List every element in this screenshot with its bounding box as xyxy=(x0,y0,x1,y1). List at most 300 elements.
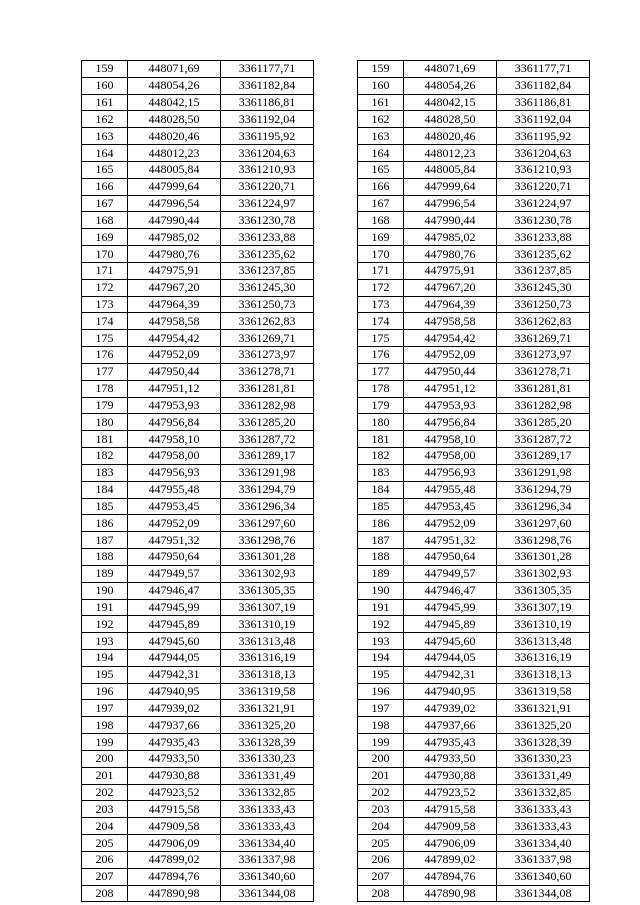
right-point-number-cell: 179 xyxy=(358,397,404,414)
left-y-coordinate-cell: 3361182,84 xyxy=(221,77,314,94)
left-y-coordinate-cell: 3361289,17 xyxy=(221,448,314,465)
right-x-coordinate-cell: 447930,88 xyxy=(404,767,497,784)
right-y-coordinate-cell: 3361250,73 xyxy=(497,296,590,313)
right-y-coordinate-cell: 3361334,40 xyxy=(497,835,590,852)
left-x-coordinate-cell: 447990,44 xyxy=(128,212,221,229)
left-point-number-cell: 194 xyxy=(82,649,128,666)
right-point-number-cell: 200 xyxy=(358,750,404,767)
table-row xyxy=(82,380,590,397)
left-x-coordinate-cell: 447967,20 xyxy=(128,279,221,296)
column-gap xyxy=(314,582,358,599)
left-y-coordinate-cell: 3361331,49 xyxy=(221,767,314,784)
left-point-number-cell: 203 xyxy=(82,801,128,818)
left-point-number-cell: 176 xyxy=(82,347,128,364)
left-x-coordinate-cell: 447942,31 xyxy=(128,666,221,683)
right-point-number-cell: 168 xyxy=(358,212,404,229)
right-point-number-cell: 196 xyxy=(358,683,404,700)
left-x-coordinate-cell: 447999,64 xyxy=(128,178,221,195)
right-point-number-cell: 174 xyxy=(358,313,404,330)
right-point-number-cell: 185 xyxy=(358,498,404,515)
table-row xyxy=(82,229,590,246)
table-row xyxy=(82,296,590,313)
left-y-coordinate-cell: 3361192,04 xyxy=(221,111,314,128)
left-x-coordinate-cell: 447958,58 xyxy=(128,313,221,330)
left-x-coordinate-cell: 447951,12 xyxy=(128,380,221,397)
column-gap xyxy=(314,835,358,852)
right-y-coordinate-cell: 3361321,91 xyxy=(497,700,590,717)
left-x-coordinate-cell: 447950,64 xyxy=(128,549,221,566)
left-x-coordinate-cell: 448054,26 xyxy=(128,77,221,94)
left-x-coordinate-cell: 447975,91 xyxy=(128,262,221,279)
left-point-number-cell: 171 xyxy=(82,262,128,279)
left-x-coordinate-cell: 447956,84 xyxy=(128,414,221,431)
left-x-coordinate-cell: 447899,02 xyxy=(128,851,221,868)
right-x-coordinate-cell: 447935,43 xyxy=(404,734,497,751)
left-y-coordinate-cell: 3361307,19 xyxy=(221,599,314,616)
left-y-coordinate-cell: 3361305,35 xyxy=(221,582,314,599)
table-row xyxy=(82,700,590,717)
table-row xyxy=(82,61,590,78)
left-point-number-cell: 183 xyxy=(82,464,128,481)
column-gap xyxy=(314,481,358,498)
left-y-coordinate-cell: 3361233,88 xyxy=(221,229,314,246)
right-x-coordinate-cell: 447952,09 xyxy=(404,515,497,532)
column-gap xyxy=(314,178,358,195)
left-x-coordinate-cell: 447949,57 xyxy=(128,565,221,582)
right-point-number-cell: 177 xyxy=(358,363,404,380)
right-x-coordinate-cell: 447954,42 xyxy=(404,330,497,347)
left-y-coordinate-cell: 3361282,98 xyxy=(221,397,314,414)
right-x-coordinate-cell: 447953,45 xyxy=(404,498,497,515)
left-y-coordinate-cell: 3361281,81 xyxy=(221,380,314,397)
column-gap xyxy=(314,818,358,835)
table-row xyxy=(82,94,590,111)
right-y-coordinate-cell: 3361333,43 xyxy=(497,818,590,835)
right-x-coordinate-cell: 447956,84 xyxy=(404,414,497,431)
left-point-number-cell: 182 xyxy=(82,448,128,465)
right-y-coordinate-cell: 3361287,72 xyxy=(497,431,590,448)
right-y-coordinate-cell: 3361182,84 xyxy=(497,77,590,94)
table-row xyxy=(82,414,590,431)
left-point-number-cell: 205 xyxy=(82,835,128,852)
left-y-coordinate-cell: 3361220,71 xyxy=(221,178,314,195)
left-y-coordinate-cell: 3361294,79 xyxy=(221,481,314,498)
right-point-number-cell: 176 xyxy=(358,347,404,364)
right-y-coordinate-cell: 3361296,34 xyxy=(497,498,590,515)
right-x-coordinate-cell: 447951,32 xyxy=(404,532,497,549)
left-x-coordinate-cell: 448028,50 xyxy=(128,111,221,128)
right-point-number-cell: 197 xyxy=(358,700,404,717)
left-point-number-cell: 191 xyxy=(82,599,128,616)
left-point-number-cell: 169 xyxy=(82,229,128,246)
left-point-number-cell: 174 xyxy=(82,313,128,330)
right-point-number-cell: 199 xyxy=(358,734,404,751)
right-y-coordinate-cell: 3361237,85 xyxy=(497,262,590,279)
column-gap xyxy=(314,784,358,801)
table-row xyxy=(82,397,590,414)
right-point-number-cell: 169 xyxy=(358,229,404,246)
left-point-number-cell: 199 xyxy=(82,734,128,751)
left-y-coordinate-cell: 3361291,98 xyxy=(221,464,314,481)
left-point-number-cell: 187 xyxy=(82,532,128,549)
right-point-number-cell: 182 xyxy=(358,448,404,465)
column-gap xyxy=(314,599,358,616)
right-y-coordinate-cell: 3361319,58 xyxy=(497,683,590,700)
table-row xyxy=(82,77,590,94)
right-point-number-cell: 207 xyxy=(358,868,404,885)
column-gap xyxy=(314,94,358,111)
right-y-coordinate-cell: 3361313,48 xyxy=(497,633,590,650)
left-y-coordinate-cell: 3361287,72 xyxy=(221,431,314,448)
column-gap xyxy=(314,717,358,734)
left-x-coordinate-cell: 448012,23 xyxy=(128,145,221,162)
left-y-coordinate-cell: 3361319,58 xyxy=(221,683,314,700)
right-y-coordinate-cell: 3361281,81 xyxy=(497,380,590,397)
right-x-coordinate-cell: 447958,10 xyxy=(404,431,497,448)
table-row xyxy=(82,246,590,263)
left-x-coordinate-cell: 448005,84 xyxy=(128,161,221,178)
left-x-coordinate-cell: 447909,58 xyxy=(128,818,221,835)
left-y-coordinate-cell: 3361337,98 xyxy=(221,851,314,868)
left-y-coordinate-cell: 3361330,23 xyxy=(221,750,314,767)
table-row xyxy=(82,784,590,801)
right-y-coordinate-cell: 3361245,30 xyxy=(497,279,590,296)
right-x-coordinate-cell: 447945,99 xyxy=(404,599,497,616)
left-x-coordinate-cell: 448020,46 xyxy=(128,128,221,145)
right-point-number-cell: 184 xyxy=(358,481,404,498)
right-point-number-cell: 195 xyxy=(358,666,404,683)
right-x-coordinate-cell: 447945,60 xyxy=(404,633,497,650)
column-gap xyxy=(314,649,358,666)
column-gap xyxy=(314,77,358,94)
right-x-coordinate-cell: 447942,31 xyxy=(404,666,497,683)
right-y-coordinate-cell: 3361302,93 xyxy=(497,565,590,582)
column-gap xyxy=(314,885,358,902)
table-row xyxy=(82,649,590,666)
left-y-coordinate-cell: 3361344,08 xyxy=(221,885,314,902)
right-point-number-cell: 190 xyxy=(358,582,404,599)
right-y-coordinate-cell: 3361340,60 xyxy=(497,868,590,885)
right-y-coordinate-cell: 3361318,13 xyxy=(497,666,590,683)
left-point-number-cell: 195 xyxy=(82,666,128,683)
right-y-coordinate-cell: 3361344,08 xyxy=(497,885,590,902)
right-point-number-cell: 167 xyxy=(358,195,404,212)
right-x-coordinate-cell: 447955,48 xyxy=(404,481,497,498)
left-y-coordinate-cell: 3361235,62 xyxy=(221,246,314,263)
left-point-number-cell: 197 xyxy=(82,700,128,717)
right-x-coordinate-cell: 447999,64 xyxy=(404,178,497,195)
right-point-number-cell: 202 xyxy=(358,784,404,801)
column-gap xyxy=(314,380,358,397)
right-y-coordinate-cell: 3361224,97 xyxy=(497,195,590,212)
table-row xyxy=(82,195,590,212)
column-gap xyxy=(314,313,358,330)
right-x-coordinate-cell: 447915,58 xyxy=(404,801,497,818)
right-point-number-cell: 171 xyxy=(358,262,404,279)
table-row xyxy=(82,767,590,784)
table-row xyxy=(82,818,590,835)
right-x-coordinate-cell: 447946,47 xyxy=(404,582,497,599)
left-y-coordinate-cell: 3361195,92 xyxy=(221,128,314,145)
right-y-coordinate-cell: 3361332,85 xyxy=(497,784,590,801)
right-point-number-cell: 205 xyxy=(358,835,404,852)
left-point-number-cell: 180 xyxy=(82,414,128,431)
table-row xyxy=(82,128,590,145)
right-point-number-cell: 166 xyxy=(358,178,404,195)
right-y-coordinate-cell: 3361204,63 xyxy=(497,145,590,162)
right-point-number-cell: 180 xyxy=(358,414,404,431)
right-y-coordinate-cell: 3361330,23 xyxy=(497,750,590,767)
left-y-coordinate-cell: 3361310,19 xyxy=(221,616,314,633)
left-y-coordinate-cell: 3361177,71 xyxy=(221,61,314,78)
right-point-number-cell: 165 xyxy=(358,161,404,178)
table-row xyxy=(82,178,590,195)
column-gap xyxy=(314,448,358,465)
table-row xyxy=(82,599,590,616)
right-point-number-cell: 187 xyxy=(358,532,404,549)
right-point-number-cell: 206 xyxy=(358,851,404,868)
left-y-coordinate-cell: 3361334,40 xyxy=(221,835,314,852)
right-x-coordinate-cell: 447950,64 xyxy=(404,549,497,566)
right-y-coordinate-cell: 3361301,28 xyxy=(497,549,590,566)
left-point-number-cell: 200 xyxy=(82,750,128,767)
left-point-number-cell: 179 xyxy=(82,397,128,414)
left-x-coordinate-cell: 447933,50 xyxy=(128,750,221,767)
right-point-number-cell: 189 xyxy=(358,565,404,582)
table-row xyxy=(82,851,590,868)
left-y-coordinate-cell: 3361237,85 xyxy=(221,262,314,279)
column-gap xyxy=(314,464,358,481)
left-point-number-cell: 164 xyxy=(82,145,128,162)
column-gap xyxy=(314,414,358,431)
table-row xyxy=(82,330,590,347)
table-row xyxy=(82,683,590,700)
table-row xyxy=(82,212,590,229)
table-row xyxy=(82,565,590,582)
left-point-number-cell: 170 xyxy=(82,246,128,263)
left-point-number-cell: 204 xyxy=(82,818,128,835)
left-x-coordinate-cell: 447952,09 xyxy=(128,515,221,532)
left-y-coordinate-cell: 3361230,78 xyxy=(221,212,314,229)
right-y-coordinate-cell: 3361307,19 xyxy=(497,599,590,616)
left-point-number-cell: 208 xyxy=(82,885,128,902)
right-x-coordinate-cell: 448020,46 xyxy=(404,128,497,145)
right-y-coordinate-cell: 3361273,97 xyxy=(497,347,590,364)
table-row xyxy=(82,161,590,178)
left-y-coordinate-cell: 3361210,93 xyxy=(221,161,314,178)
table-row xyxy=(82,885,590,902)
left-y-coordinate-cell: 3361297,60 xyxy=(221,515,314,532)
table-row xyxy=(82,717,590,734)
coordinates-table-body xyxy=(82,61,590,902)
left-point-number-cell: 167 xyxy=(82,195,128,212)
table-row xyxy=(82,835,590,852)
left-point-number-cell: 177 xyxy=(82,363,128,380)
table-row xyxy=(82,666,590,683)
column-gap xyxy=(314,61,358,78)
right-x-coordinate-cell: 447964,39 xyxy=(404,296,497,313)
right-y-coordinate-cell: 3361297,60 xyxy=(497,515,590,532)
left-x-coordinate-cell: 448042,15 xyxy=(128,94,221,111)
right-y-coordinate-cell: 3361282,98 xyxy=(497,397,590,414)
right-x-coordinate-cell: 447940,95 xyxy=(404,683,497,700)
left-x-coordinate-cell: 447930,88 xyxy=(128,767,221,784)
table-row xyxy=(82,145,590,162)
right-x-coordinate-cell: 447949,57 xyxy=(404,565,497,582)
left-y-coordinate-cell: 3361245,30 xyxy=(221,279,314,296)
coordinates-table xyxy=(81,60,590,902)
left-y-coordinate-cell: 3361340,60 xyxy=(221,868,314,885)
left-x-coordinate-cell: 447894,76 xyxy=(128,868,221,885)
right-point-number-cell: 170 xyxy=(358,246,404,263)
left-point-number-cell: 175 xyxy=(82,330,128,347)
table-row xyxy=(82,750,590,767)
right-point-number-cell: 164 xyxy=(358,145,404,162)
right-y-coordinate-cell: 3361278,71 xyxy=(497,363,590,380)
right-y-coordinate-cell: 3361310,19 xyxy=(497,616,590,633)
right-y-coordinate-cell: 3361328,39 xyxy=(497,734,590,751)
table-row xyxy=(82,549,590,566)
column-gap xyxy=(314,145,358,162)
left-x-coordinate-cell: 447985,02 xyxy=(128,229,221,246)
right-y-coordinate-cell: 3361177,71 xyxy=(497,61,590,78)
right-y-coordinate-cell: 3361285,20 xyxy=(497,414,590,431)
left-point-number-cell: 172 xyxy=(82,279,128,296)
left-x-coordinate-cell: 447980,76 xyxy=(128,246,221,263)
column-gap xyxy=(314,801,358,818)
left-y-coordinate-cell: 3361204,63 xyxy=(221,145,314,162)
right-point-number-cell: 201 xyxy=(358,767,404,784)
right-x-coordinate-cell: 447906,09 xyxy=(404,835,497,852)
right-y-coordinate-cell: 3361289,17 xyxy=(497,448,590,465)
column-gap xyxy=(314,161,358,178)
left-y-coordinate-cell: 3361325,20 xyxy=(221,717,314,734)
left-y-coordinate-cell: 3361333,43 xyxy=(221,818,314,835)
left-y-coordinate-cell: 3361313,48 xyxy=(221,633,314,650)
left-x-coordinate-cell: 447944,05 xyxy=(128,649,221,666)
right-y-coordinate-cell: 3361269,71 xyxy=(497,330,590,347)
left-point-number-cell: 165 xyxy=(82,161,128,178)
right-point-number-cell: 191 xyxy=(358,599,404,616)
right-y-coordinate-cell: 3361305,35 xyxy=(497,582,590,599)
right-x-coordinate-cell: 448054,26 xyxy=(404,77,497,94)
left-point-number-cell: 185 xyxy=(82,498,128,515)
left-x-coordinate-cell: 447915,58 xyxy=(128,801,221,818)
column-gap xyxy=(314,330,358,347)
left-point-number-cell: 202 xyxy=(82,784,128,801)
left-y-coordinate-cell: 3361298,76 xyxy=(221,532,314,549)
table-row xyxy=(82,532,590,549)
left-x-coordinate-cell: 448071,69 xyxy=(128,61,221,78)
left-x-coordinate-cell: 447937,66 xyxy=(128,717,221,734)
right-x-coordinate-cell: 447975,91 xyxy=(404,262,497,279)
right-y-coordinate-cell: 3361230,78 xyxy=(497,212,590,229)
left-x-coordinate-cell: 447935,43 xyxy=(128,734,221,751)
left-point-number-cell: 207 xyxy=(82,868,128,885)
left-y-coordinate-cell: 3361250,73 xyxy=(221,296,314,313)
left-x-coordinate-cell: 447945,99 xyxy=(128,599,221,616)
right-y-coordinate-cell: 3361235,62 xyxy=(497,246,590,263)
right-point-number-cell: 162 xyxy=(358,111,404,128)
left-y-coordinate-cell: 3361296,34 xyxy=(221,498,314,515)
column-gap xyxy=(314,212,358,229)
left-y-coordinate-cell: 3361328,39 xyxy=(221,734,314,751)
left-point-number-cell: 173 xyxy=(82,296,128,313)
right-point-number-cell: 183 xyxy=(358,464,404,481)
table-row xyxy=(82,431,590,448)
table-row xyxy=(82,616,590,633)
right-y-coordinate-cell: 3361337,98 xyxy=(497,851,590,868)
left-point-number-cell: 166 xyxy=(82,178,128,195)
table-row xyxy=(82,582,590,599)
column-gap xyxy=(314,229,358,246)
right-point-number-cell: 163 xyxy=(358,128,404,145)
right-x-coordinate-cell: 447890,98 xyxy=(404,885,497,902)
left-point-number-cell: 168 xyxy=(82,212,128,229)
left-x-coordinate-cell: 447996,54 xyxy=(128,195,221,212)
right-x-coordinate-cell: 447923,52 xyxy=(404,784,497,801)
right-point-number-cell: 204 xyxy=(358,818,404,835)
right-x-coordinate-cell: 447953,93 xyxy=(404,397,497,414)
right-x-coordinate-cell: 447899,02 xyxy=(404,851,497,868)
right-y-coordinate-cell: 3361291,98 xyxy=(497,464,590,481)
right-y-coordinate-cell: 3361316,19 xyxy=(497,649,590,666)
right-point-number-cell: 161 xyxy=(358,94,404,111)
left-point-number-cell: 190 xyxy=(82,582,128,599)
left-y-coordinate-cell: 3361224,97 xyxy=(221,195,314,212)
left-y-coordinate-cell: 3361321,91 xyxy=(221,700,314,717)
left-point-number-cell: 201 xyxy=(82,767,128,784)
table-row xyxy=(82,347,590,364)
right-y-coordinate-cell: 3361325,20 xyxy=(497,717,590,734)
column-gap xyxy=(314,262,358,279)
left-x-coordinate-cell: 447964,39 xyxy=(128,296,221,313)
left-point-number-cell: 186 xyxy=(82,515,128,532)
right-x-coordinate-cell: 447951,12 xyxy=(404,380,497,397)
left-x-coordinate-cell: 447955,48 xyxy=(128,481,221,498)
right-x-coordinate-cell: 447952,09 xyxy=(404,347,497,364)
left-x-coordinate-cell: 447958,00 xyxy=(128,448,221,465)
left-point-number-cell: 181 xyxy=(82,431,128,448)
column-gap xyxy=(314,633,358,650)
column-gap xyxy=(314,347,358,364)
right-x-coordinate-cell: 447944,05 xyxy=(404,649,497,666)
left-x-coordinate-cell: 447958,10 xyxy=(128,431,221,448)
right-point-number-cell: 173 xyxy=(358,296,404,313)
table-row xyxy=(82,363,590,380)
left-point-number-cell: 189 xyxy=(82,565,128,582)
left-point-number-cell: 159 xyxy=(82,61,128,78)
column-gap xyxy=(314,532,358,549)
column-gap xyxy=(314,767,358,784)
left-y-coordinate-cell: 3361273,97 xyxy=(221,347,314,364)
right-point-number-cell: 181 xyxy=(358,431,404,448)
left-x-coordinate-cell: 447954,42 xyxy=(128,330,221,347)
right-x-coordinate-cell: 447996,54 xyxy=(404,195,497,212)
left-x-coordinate-cell: 447945,60 xyxy=(128,633,221,650)
left-x-coordinate-cell: 447951,32 xyxy=(128,532,221,549)
left-point-number-cell: 188 xyxy=(82,549,128,566)
column-gap xyxy=(314,431,358,448)
right-point-number-cell: 186 xyxy=(358,515,404,532)
right-y-coordinate-cell: 3361186,81 xyxy=(497,94,590,111)
right-point-number-cell: 208 xyxy=(358,885,404,902)
left-x-coordinate-cell: 447952,09 xyxy=(128,347,221,364)
column-gap xyxy=(314,700,358,717)
table-row xyxy=(82,734,590,751)
left-x-coordinate-cell: 447946,47 xyxy=(128,582,221,599)
left-x-coordinate-cell: 447950,44 xyxy=(128,363,221,380)
